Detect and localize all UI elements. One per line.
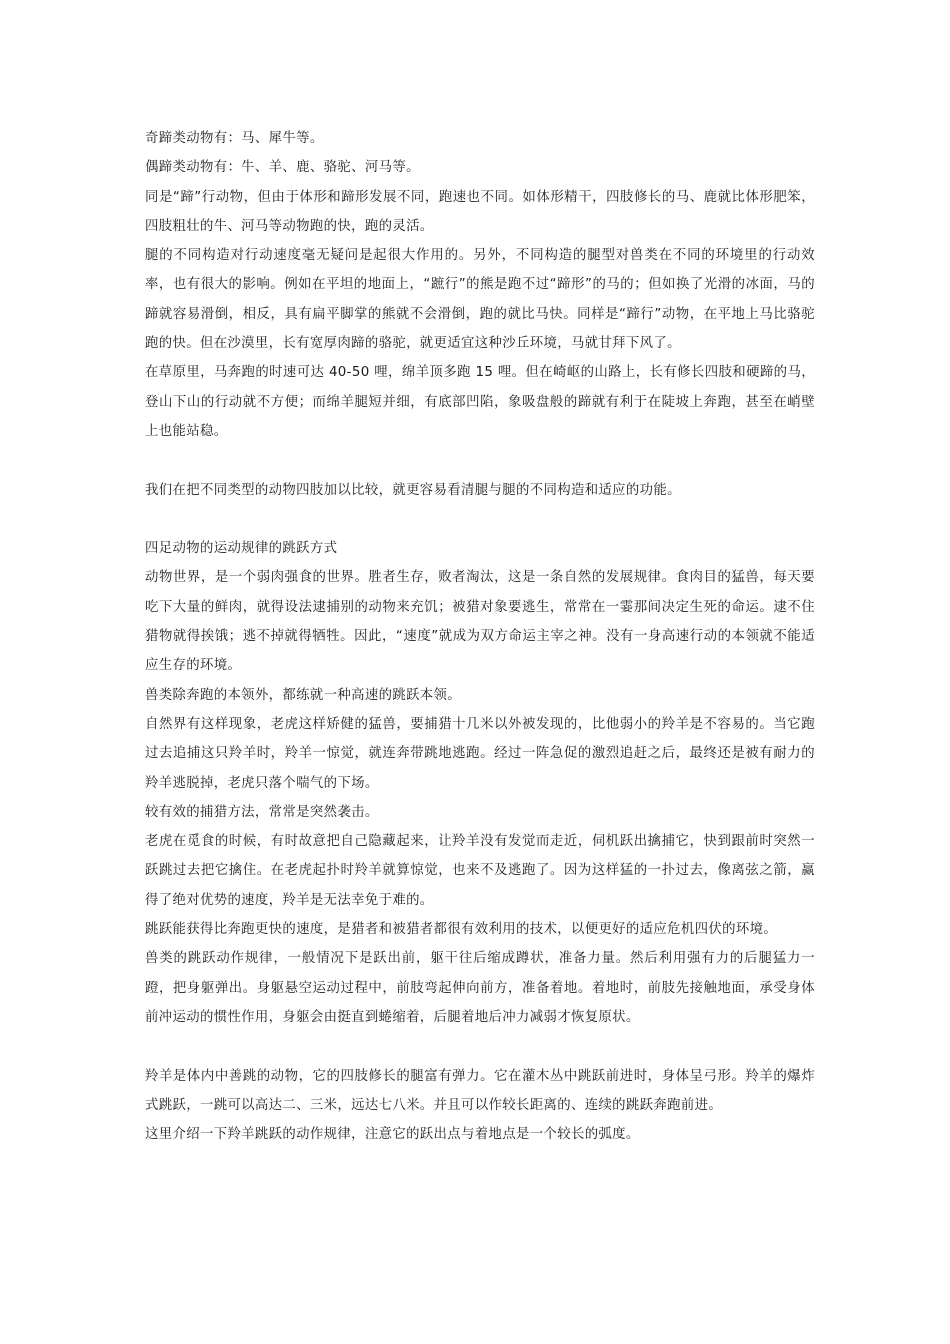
paragraph-compare-limbs: 我们在把不同类型的动物四肢加以比较，就更容易看清腿与腿的不同构造和适应的功能。 xyxy=(145,482,681,498)
paragraph-hoof-speed: 同是“蹄”行动物，但由于体形和蹄形发展不同，跑速也不同。如体形精干，四肢修长的马、鹿就比体形肥笨，四肢粗壮的牛、河马等动物跑的快，跑的灵活。 xyxy=(145,189,815,234)
paragraph-spacer xyxy=(145,505,815,534)
paragraph-spacer xyxy=(145,1032,815,1061)
paragraph-tiger-ambush: 老虎在觅食的时候，有时故意把自己隐藏起来，让羚羊没有发觉而走近，伺机跃出擒捕它，快到跟前时突然一跃跳过去把它擒住。在老虎起扑时羚羊就算惊觉，也来不及逃跑了。因为这样猛的一扑过去，像离弦之箭，赢得了绝对优势的速度，羚羊是无法幸免于难的。 xyxy=(145,834,815,908)
paragraph-tiger-chase: 自然界有这样现象，老虎这样矫健的猛兽，要捕猎十几米以外被发现的，比他弱小的羚羊是不容易的。当它跑过去追捕这只羚羊时，羚羊一惊觉，就连奔带跳地逃跑。经过一阵急促的激烈追赶之后，最终还是被有耐力的羚羊逃脱掉，老虎只落个喘气的下场。 xyxy=(145,716,815,791)
paragraph-antelope-arc: 这里介绍一下羚羊跳跃的动作规律，注意它的跃出点与着地点是一个较长的弧度。 xyxy=(145,1127,640,1143)
paragraph-odd-toed: 奇蹄类动物有：马、犀牛等。 xyxy=(145,131,324,146)
paragraph-even-toed: 偶蹄类动物有：牛、羊、鹿、骆驼、河马等。 xyxy=(145,160,420,176)
paragraph-jump-skill: 兽类除奔跑的本领外，都练就一种高速的跳跃本领。 xyxy=(145,687,462,703)
paragraph-antelope: 羚羊是体内中善跳的动物，它的四肢修长的腿富有弹力。它在灌木丛中跳跃前进时，身体呈弓形。羚羊的爆炸式跳跃，一跳可以高达二、三米，远达七八米。并且可以作较长距离的、连续的跳跃奔跑前进。 xyxy=(145,1068,815,1113)
section-heading-jumping: 四足动物的运动规律的跳跃方式 xyxy=(145,541,338,557)
paragraph-leg-structure: 腿的不同构造对行动速度毫无疑问是起很大作用的。另外，不同构造的腿型对兽类在不同的环境里的行动效率，也有很大的影响。例如在平坦的地面上，“蹠行”的熊是跑不过“蹄形”的马的；但如换了光滑的冰面，马的蹄就容易滑倒，相反，具有扁平脚掌的熊就不会滑倒，跑的就比马快。同样是“蹄行”动物，在平地上马比骆驼跑的快。但在沙漠里，长有宽厚肉蹄的骆驼，就更适宜这种沙丘环境，马就甘拜下风了。 xyxy=(145,248,815,352)
paragraph-grassland: 在草原里，马奔跑的时速可达 40-50 哩，绵羊顶多跑 15 哩。但在崎岖的山路上，长有修长四肢和硬蹄的马，登山下山的行动就不方便；而绵羊腿短并细，有底部凹陷，象吸盘般的蹄就有利于在陡坡上奔跑，甚至在峭壁上也能站稳。 xyxy=(145,365,815,439)
paragraph-animal-world: 动物世界，是一个弱肉强食的世界。胜者生存，败者淘汰，这是一条自然的发展规律。食肉目的猛兽，每天要吃下大量的鲜肉，就得设法逮捕别的动物来充饥；被猎对象要逃生，常常在一霎那间决定生死的命运。逮不住猎物就得挨饿；逃不掉就得牺牲。因此，“速度”就成为双方命运主宰之神。没有一身高速行动的本领就不能适应生存的环境。 xyxy=(145,570,815,674)
paragraph-surprise-attack: 较有效的捕猎方法，常常是突然袭击。 xyxy=(145,804,379,820)
document-page xyxy=(145,124,815,1149)
paragraph-jump-motion: 兽类的跳跃动作规律，一般情况下是跃出前，躯干往后缩成蹲状，准备力量。然后利用强有力的后腿猛力一蹬，把身躯弹出。身躯悬空运动过程中，前肢弯起伸向前方，准备着地。着地时，前肢先接触地面，承受身体前冲运动的惯性作用，身躯会由挺直到蜷缩着，后腿着地后冲力减弱才恢复原状。 xyxy=(145,951,815,1025)
paragraph-jump-speed: 跳跃能获得比奔跑更快的速度，是猎者和被猎者都很有效利用的技术，以便更好的适应危机四伏的环境。 xyxy=(145,922,778,938)
paragraph-spacer xyxy=(145,446,815,475)
